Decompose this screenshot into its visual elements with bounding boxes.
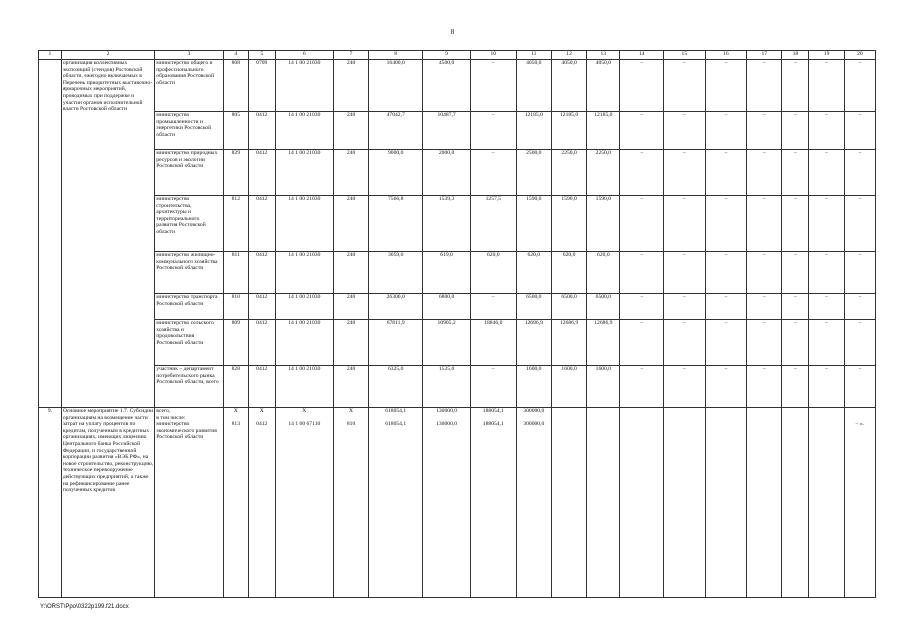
empty-year-cell: –	[747, 150, 782, 196]
value-cell: 14 1 00 21030	[275, 320, 333, 366]
value-cell: 620,0	[470, 252, 516, 294]
value-cell: 14 1 00 21030	[275, 196, 333, 252]
column-header: 18	[782, 51, 809, 60]
row-number-cell	[39, 60, 62, 408]
value-cell: 12686,9	[587, 320, 620, 366]
empty-year-cell: –	[664, 60, 706, 112]
table-row	[39, 366, 876, 408]
value-cell: 1525,0	[423, 366, 471, 408]
value-cell: 805	[223, 112, 248, 150]
column-header: 12	[551, 51, 586, 60]
empty-year-cell: –	[620, 150, 664, 196]
empty-year-cell: –	[705, 196, 747, 252]
program-table	[38, 50, 876, 598]
table-row	[39, 196, 876, 252]
value-cell: 2250,0	[587, 150, 620, 196]
value-cell: 618054,1 618054,1	[369, 408, 423, 598]
empty-year-cell: –	[664, 112, 706, 150]
empty-year-cell	[809, 408, 844, 598]
value-cell: 14 1 00 21030	[275, 366, 333, 408]
empty-year-cell: –	[809, 366, 844, 408]
table-row	[39, 320, 876, 366]
value-cell: –	[470, 112, 516, 150]
value-cell: –	[470, 294, 516, 320]
value-cell: 240	[333, 366, 368, 408]
value-cell: 14 1 00 21030	[275, 252, 333, 294]
value-cell: 2000,0	[423, 150, 471, 196]
value-cell: 130000,0 130000,0	[423, 408, 471, 598]
value-cell: 240	[333, 112, 368, 150]
value-cell: 240	[333, 196, 368, 252]
value-cell: 620,0	[516, 252, 551, 294]
file-path-footer: Y:\ORST\Ppo\0322p199.f21.docx	[40, 604, 129, 610]
empty-year-cell: –	[620, 196, 664, 252]
empty-year-cell: –	[844, 252, 875, 294]
value-cell: 1590,0	[587, 196, 620, 252]
value-cell: 619,0	[423, 252, 471, 294]
value-cell: 4050,0	[587, 60, 620, 112]
column-header: 10	[470, 51, 516, 60]
empty-year-cell: –	[747, 320, 782, 366]
empty-year-cell: –	[620, 252, 664, 294]
empty-year-cell: –	[782, 150, 809, 196]
value-cell: 4500,0	[423, 60, 471, 112]
page-number: 8	[450, 28, 455, 36]
empty-year-cell: –	[664, 366, 706, 408]
value-cell: 14 1 00 21030	[275, 112, 333, 150]
value-cell: 6800,0	[423, 294, 471, 320]
value-cell: 0412	[248, 196, 275, 252]
empty-year-cell: –	[782, 294, 809, 320]
value-cell: 300000,0 300000,0	[516, 408, 551, 598]
executor-cell: министерство жилищно-коммунального хозяйства Ростовской области	[155, 252, 224, 294]
column-header: 6	[275, 51, 333, 60]
empty-year-cell: –	[747, 252, 782, 294]
executor-cell: министерство строительства, архитектуры и территориального развития Ростовской области	[155, 196, 224, 252]
table-row	[39, 112, 876, 150]
column-header: 2	[61, 51, 154, 60]
empty-year-cell: –	[782, 366, 809, 408]
empty-year-cell: –	[809, 150, 844, 196]
value-cell: 12185,0	[551, 112, 586, 150]
value-cell: –	[470, 60, 516, 112]
value-cell: 6500,0	[516, 294, 551, 320]
value-cell: X 813	[223, 408, 248, 598]
empty-year-cell: –	[809, 252, 844, 294]
empty-year-cell: –	[747, 60, 782, 112]
value-cell: 10487,7	[423, 112, 471, 150]
header-row	[39, 51, 876, 60]
empty-year-cell: –	[705, 294, 747, 320]
table-row	[39, 294, 876, 320]
column-header: 7	[333, 51, 368, 60]
executor-cell: министерство природных ресурсов и экологии Ростовской области	[155, 150, 224, 196]
value-cell: –	[470, 366, 516, 408]
empty-year-cell: –	[620, 294, 664, 320]
value-cell: 47042,7	[369, 112, 423, 150]
value-cell: 1600,0	[516, 366, 551, 408]
value-cell: X 810	[333, 408, 368, 598]
value-cell: 14 1 00 21030	[275, 294, 333, 320]
empty-year-cell: –	[747, 196, 782, 252]
table-row	[39, 60, 876, 112]
empty-year-cell: –	[620, 60, 664, 112]
empty-year-cell	[705, 408, 747, 598]
value-cell: 6500,0	[587, 294, 620, 320]
value-cell: 6500,0	[551, 294, 586, 320]
value-cell: –	[470, 150, 516, 196]
value-cell: 1590,0	[516, 196, 551, 252]
column-header: 8	[369, 51, 423, 60]
value-cell: 808	[223, 60, 248, 112]
executor-cell: всего, в том числе: министерство экономического развития Ростовской области	[155, 408, 224, 598]
column-header: 13	[587, 51, 620, 60]
empty-year-cell	[747, 408, 782, 598]
value-cell: 2500,0	[516, 150, 551, 196]
column-header: 16	[705, 51, 747, 60]
empty-year-cell: –	[705, 60, 747, 112]
value-cell: 0709	[248, 60, 275, 112]
value-cell: 6325,0	[369, 366, 423, 408]
empty-year-cell: –	[620, 320, 664, 366]
value-cell: 809	[223, 320, 248, 366]
value-cell: 620,0	[587, 252, 620, 294]
value-cell: 240	[333, 60, 368, 112]
column-header: 15	[664, 51, 706, 60]
column-header: 9	[423, 51, 471, 60]
value-cell: 240	[333, 150, 368, 196]
empty-year-cell: –	[844, 294, 875, 320]
value-cell: 12686,9	[551, 320, 586, 366]
value-cell: 10905,2	[423, 320, 471, 366]
value-cell: 14 1 00 21030	[275, 150, 333, 196]
empty-year-cell: –	[782, 60, 809, 112]
empty-year-cell: –	[809, 294, 844, 320]
empty-year-cell: –	[620, 112, 664, 150]
value-cell: 2250,0	[551, 150, 586, 196]
column-header: 19	[809, 51, 844, 60]
activity-name-cell: организация коллективных экспозиций (стендов) Ростовской области, ежегодно включаемых в Перечень приоритетных выставочно-ярмарочных мероприятий, проводимых при поддержке и участии органов исполнительной власти Ростовской области	[61, 60, 154, 408]
value-cell: 0412	[248, 150, 275, 196]
value-cell: 3059,0	[369, 252, 423, 294]
empty-year-cell: –	[809, 60, 844, 112]
value-cell: 810	[223, 294, 248, 320]
column-header: 17	[747, 51, 782, 60]
empty-year-cell: –	[705, 252, 747, 294]
table-row	[39, 408, 876, 598]
empty-year-cell: –	[844, 60, 875, 112]
empty-year-cell: –	[664, 252, 706, 294]
column-header: 1	[39, 51, 62, 60]
column-header: 14	[620, 51, 664, 60]
value-cell: 0412	[248, 294, 275, 320]
empty-year-cell: –	[664, 294, 706, 320]
value-cell: 1590,0	[551, 196, 586, 252]
value-cell: 4050,0	[516, 60, 551, 112]
value-cell: 829	[223, 150, 248, 196]
empty-year-cell: –	[664, 320, 706, 366]
value-cell: 1257,5	[470, 196, 516, 252]
empty-year-cell: –	[664, 196, 706, 252]
empty-year-cell: –	[844, 366, 875, 408]
value-cell: 240	[333, 320, 368, 366]
empty-year-cell: –	[664, 150, 706, 196]
table-row	[39, 150, 876, 196]
empty-year-cell: –	[705, 366, 747, 408]
value-cell: 240	[333, 294, 368, 320]
empty-year-cell: –	[705, 112, 747, 150]
empty-year-cell: –	[809, 196, 844, 252]
table-row	[39, 252, 876, 294]
value-cell: 14 1 00 21030	[275, 60, 333, 112]
value-cell: 1539,3	[423, 196, 471, 252]
empty-year-cell: –	[809, 320, 844, 366]
empty-year-cell: –	[782, 112, 809, 150]
empty-year-cell: –	[844, 112, 875, 150]
value-cell: 9000,0	[369, 150, 423, 196]
value-cell: 0412	[248, 252, 275, 294]
empty-year-cell: –	[782, 320, 809, 366]
row-number-cell: 9.	[39, 408, 62, 598]
empty-year-cell	[551, 408, 586, 598]
empty-year-cell: –	[705, 320, 747, 366]
value-cell: 1600,0	[587, 366, 620, 408]
empty-year-cell	[620, 408, 664, 598]
value-cell: 7566,8	[369, 196, 423, 252]
empty-year-cell: –	[705, 150, 747, 196]
executor-cell: министерство промышленности и энергетики Ростовской области	[155, 112, 224, 150]
value-cell: 26300,0	[369, 294, 423, 320]
column-header: 11	[516, 51, 551, 60]
empty-year-cell: –	[782, 196, 809, 252]
value-cell: 1600,0	[551, 366, 586, 408]
empty-year-cell: –	[844, 320, 875, 366]
empty-year-cell: –	[620, 366, 664, 408]
empty-year-cell: –	[747, 112, 782, 150]
value-cell: 18846,0	[470, 320, 516, 366]
empty-year-cell: –	[782, 252, 809, 294]
value-cell: 828	[223, 366, 248, 408]
value-cell: 620,0	[551, 252, 586, 294]
column-header: 4	[223, 51, 248, 60]
empty-year-cell: –	[747, 366, 782, 408]
executor-cell: министерство общего и профессионального образования Ростовской области	[155, 60, 224, 112]
value-cell: 811	[223, 252, 248, 294]
value-cell: 67811,9	[369, 320, 423, 366]
value-cell: 12686,9	[516, 320, 551, 366]
value-cell: 0412	[248, 366, 275, 408]
value-cell: X 0412	[248, 408, 275, 598]
value-cell: 12185,0	[516, 112, 551, 150]
column-header: 3	[155, 51, 224, 60]
empty-year-cell	[664, 408, 706, 598]
activity-name-cell: Основное мероприятие 1.7. Субсидии организациям на возмещение части затрат на уплату процентов по кредитам, полученным в кредитных организациях, имеющих лицензию Центрального банка Российской Федерации, и государственной корпорации развития «ВЭБ.РФ», на новое строительство, реконструкцию, техническое перевооружение действующих предприятий, а также на рефинансирование ранее полученных кредитов	[61, 408, 154, 598]
executor-cell: министерство транспорта Ростовской области	[155, 294, 224, 320]
empty-year-cell: –	[747, 294, 782, 320]
closing-cell: – ».	[844, 408, 875, 598]
value-cell: 188054,1 188054,1	[470, 408, 516, 598]
column-header: 5	[248, 51, 275, 60]
executor-cell: министерство сельского хозяйства и продовольствия Ростовской области	[155, 320, 224, 366]
empty-year-cell: –	[844, 150, 875, 196]
value-cell: 12185,0	[587, 112, 620, 150]
value-cell: 0412	[248, 320, 275, 366]
empty-year-cell	[782, 408, 809, 598]
value-cell: X 14 1 00 67110	[275, 408, 333, 598]
value-cell: 812	[223, 196, 248, 252]
value-cell: 0412	[248, 112, 275, 150]
empty-year-cell: –	[809, 112, 844, 150]
empty-year-cell: –	[844, 196, 875, 252]
value-cell: 240	[333, 252, 368, 294]
value-cell: 16400,0	[369, 60, 423, 112]
column-header: 20	[844, 51, 875, 60]
executor-cell: участник – департамент потребительского рынка Ростовской области, всего	[155, 366, 224, 408]
value-cell: 4050,0	[551, 60, 586, 112]
empty-year-cell	[587, 408, 620, 598]
